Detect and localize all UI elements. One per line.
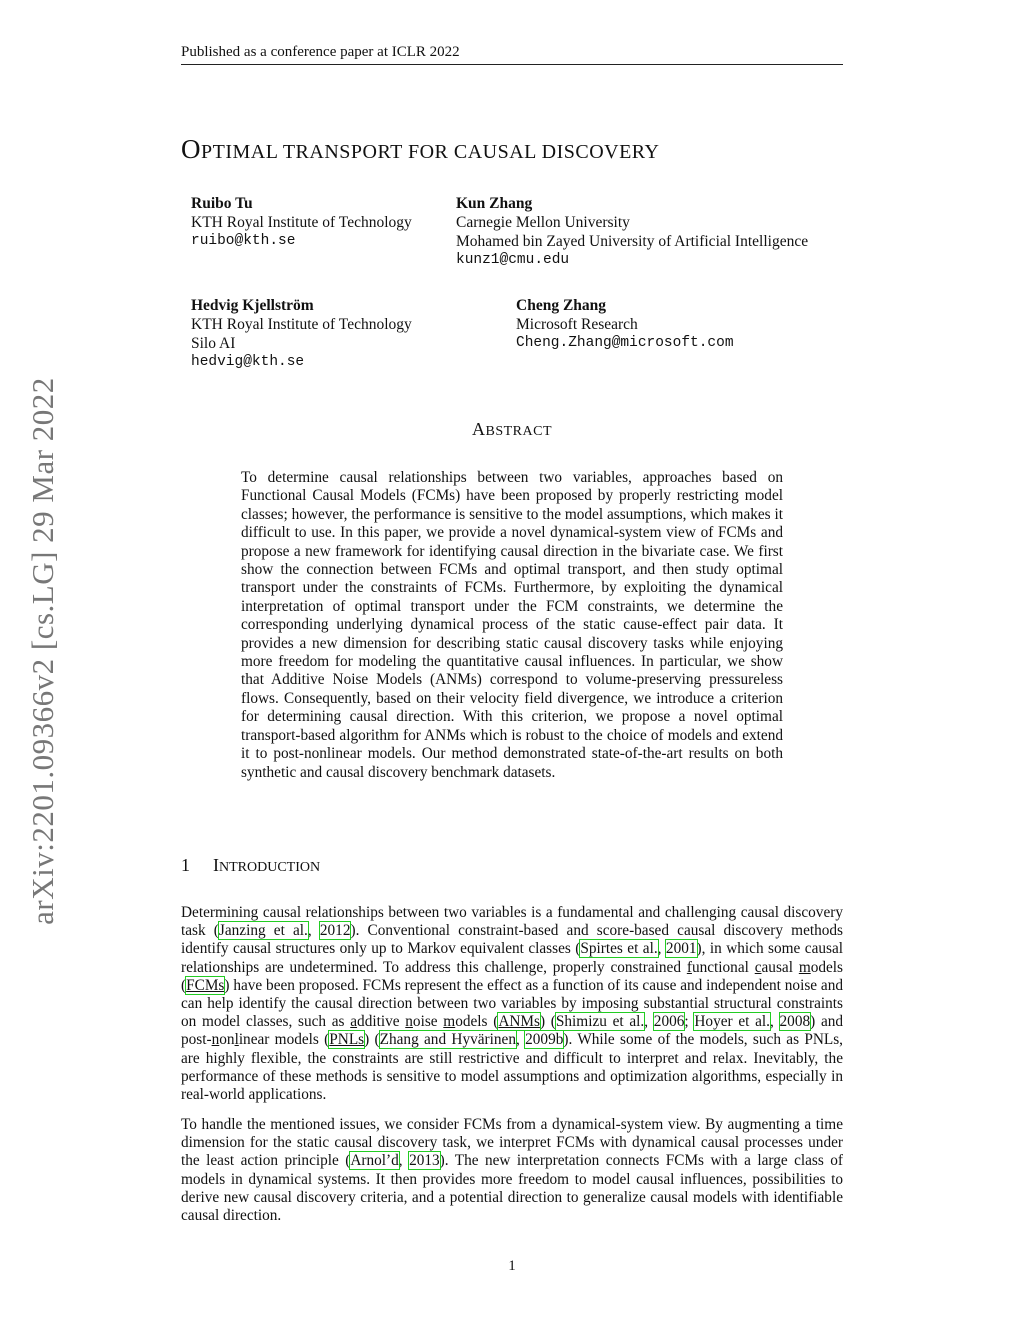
header-rule: [181, 64, 843, 65]
author-block-2: [456, 194, 808, 270]
abstract-heading-rest: BSTRACT: [485, 424, 552, 439]
section-number: 1: [181, 855, 190, 875]
author-affiliation: Carnegie Mellon University: [456, 214, 630, 231]
intro-paragraph-2: To handle the mentioned issues, we consider FCMs from a dynamical-system view. By augmenting a time dimension for the static causal discovery task, we interpret FCMs with dynamical causal processes under the least action principle (Arnol’d, 2013). The new interpretation connects FCMs with a large class of models in dynamical systems. It then provides more freedom to model causal influences, possibilities to derive new causal discovery criteria, and a potential direction to generalize causal models with identifiable causal direction.: [181, 1116, 844, 1225]
author-affiliation: Mohamed bin Zayed University of Artificial Intelligence: [456, 233, 809, 250]
citation-link[interactable]: Janzing et al.: [218, 922, 308, 940]
author-affiliation: KTH Royal Institute of Technology: [191, 316, 412, 333]
intro-paragraph-1: Determining causal relationships between two variables is a fundamental and challenging causal discovery task (Janzing et al., 2012). Conventional constraint-based and score-based causal discovery methods identify causal structures only up to Markov equivalent classes (Spirtes et al., 2001), in which some causal relationships are undetermined. To address this challenge, properly constrained functional causal models (FCMs) have been proposed. FCMs represent the effect as a function of its cause and independent noise and can help identify the causal direction between two variables by imposing substantial structural constraints on model classes, such as additive noise models (ANMs) (Shimizu et al., 2006; Hoyer et al., 2008) and post-nonlinear models (PNLs) (Zhang and Hyvärinen, 2009b). While some of the models, such as PNLs, are highly flexible, the constraints are still restrictive and difficult to interpret and relax. Inevitably, the performance of these methods is sensitive to model assumptions and optimization algorithms, especially in real-world applications.: [181, 904, 844, 1104]
author-affiliation: Silo AI: [191, 335, 236, 352]
paper-title: [181, 134, 660, 165]
author-affiliation: KTH Royal Institute of Technology: [191, 214, 412, 231]
section-title-rest: NTRODUCTION: [219, 860, 321, 875]
citation-link[interactable]: 2006: [653, 1013, 685, 1031]
section-heading-introduction: [181, 855, 320, 876]
section-title-initial: I: [213, 855, 219, 875]
author-block-4: [516, 296, 734, 353]
page-number: 1: [508, 1258, 516, 1274]
running-header: Published as a conference paper at ICLR 2022: [181, 44, 460, 60]
citation-link[interactable]: Shimizu et al.: [555, 1013, 645, 1031]
author-name: Kun Zhang: [456, 195, 533, 212]
title-initial: O: [181, 134, 201, 164]
abstract-heading-initial: A: [471, 419, 486, 439]
arxiv-identifier[interactable]: arXiv:2201.09366v2 [cs.LG] 29 Mar 2022: [25, 377, 60, 925]
author-name: Cheng Zhang: [516, 297, 607, 314]
acronym-link[interactable]: PNLs: [329, 1031, 365, 1049]
author-name: Hedvig Kjellström: [191, 297, 314, 314]
author-name: Ruibo Tu: [191, 195, 253, 212]
acronym-link[interactable]: ANMs: [498, 1013, 540, 1031]
acronym-link[interactable]: FCMs: [186, 976, 225, 994]
citation-link[interactable]: 2001: [665, 940, 697, 958]
author-affiliation: Microsoft Research: [516, 316, 638, 333]
citation-link[interactable]: Spirtes et al.: [580, 940, 658, 958]
author-email[interactable]: hedvig@kth.se: [191, 354, 305, 370]
citation-link[interactable]: Zhang and Hyvärinen: [379, 1031, 516, 1049]
author-email[interactable]: ruibo@kth.se: [191, 233, 296, 249]
citation-link[interactable]: Hoyer et al.: [694, 1013, 770, 1031]
abstract-heading: [0, 419, 1024, 440]
author-block-3: [191, 296, 412, 372]
citation-link[interactable]: Arnol’d: [350, 1152, 399, 1170]
author-email[interactable]: kunz1@cmu.edu: [456, 252, 570, 268]
author-email[interactable]: Cheng.Zhang@microsoft.com: [516, 335, 734, 351]
citation-link[interactable]: 2009b: [525, 1031, 564, 1049]
author-block-1: [191, 194, 412, 251]
citation-link[interactable]: 2012: [319, 922, 351, 940]
citation-link[interactable]: 2008: [779, 1013, 811, 1031]
abstract-text: To determine causal relationships between two variables, approaches based on Functional Causal Models (FCMs) have been proposed by properly restricting model classes; however, the performance is sensitive to the model assumptions, which makes it difficult to use. In this paper, we provide a novel dynamical-system view of FCMs and propose a new framework for identifying causal direction in the bivariate case. We first show the connection between FCMs and optimal transport, and then study optimal transport under the constraints of FCMs. Furthermore, by exploiting the dynamical interpretation of optimal transport under the FCM constraints, we determine the corresponding underlying dynamical process of the static cause-effect pair data. It provides a new dimension for describing static causal discovery tasks while enjoying more freedom for modeling the quantitative causal influences. In particular, we show that Additive Noise Models (ANMs) correspond to volume-preserving pressureless flows. Consequently, based on their velocity field divergence, we introduce a criterion for determining causal direction. With this criterion, we propose a novel optimal transport-based algorithm for ANMs which is robust to the choice of models and extend it to post-nonlinear models. Our method demonstrated state-of-the-art results on both synthetic and causal discovery benchmark datasets.: [241, 469, 783, 781]
citation-link[interactable]: 2013: [409, 1152, 440, 1170]
title-rest: PTIMAL TRANSPORT FOR CAUSAL DISCOVERY: [201, 141, 660, 163]
